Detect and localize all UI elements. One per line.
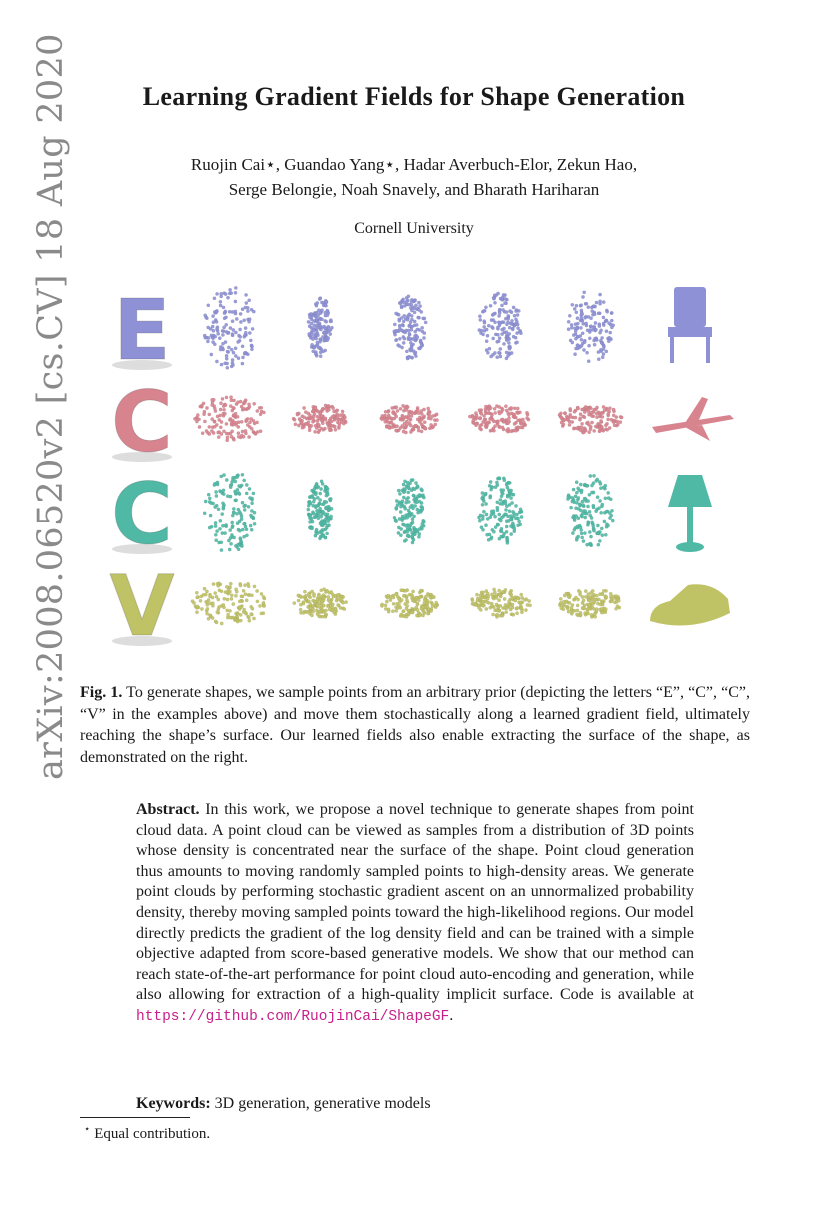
figure-caption xyxy=(80,682,750,768)
point-cloud-stage-1 xyxy=(191,582,266,626)
surface-car xyxy=(650,584,730,625)
figure-label: Fig. 1. xyxy=(80,684,123,701)
point-cloud-stage-3 xyxy=(380,588,439,618)
prior-letter-C: C xyxy=(111,373,173,471)
prior-letter-C: C xyxy=(111,465,173,563)
figure-row-airplane xyxy=(111,373,734,471)
paper-title: Learning Gradient Fields for Shape Generation xyxy=(142,82,686,111)
abstract xyxy=(136,800,694,1028)
prior-letter-E: E xyxy=(113,282,171,379)
figure-row-car xyxy=(109,557,730,655)
point-cloud-stage-5 xyxy=(566,474,614,547)
author-line-1: Ruojin Cai⋆, Guandao Yang⋆, Hadar Averbuch-Elor, Zekun Hao, xyxy=(190,155,638,174)
keywords-text: 3D generation, generative models xyxy=(214,1095,431,1112)
abstract-end: . xyxy=(449,1006,454,1024)
author-line-2: Serge Belongie, Noah Snavely, and Bharath Hariharan xyxy=(228,180,600,199)
figure-row-chair xyxy=(112,282,712,379)
affiliation: Cornell University xyxy=(354,220,474,237)
footnote-rule xyxy=(80,1117,190,1118)
abstract-text: In this work, we propose a novel technique to generate shapes from point cloud data. A point cloud can be viewed as samples from a distribution of 3D points whose density is concentrated near the surface of the shape. Point cloud generation thus amounts to moving randomly sampled points to high-density areas. We generate point clouds by performing stochastic gradient ascent on an unnormalized probability density, thereby moving sampled points toward the high-likelihood regions. Our model directly predicts the gradient of the log density field and can be trained with a simple objective adapted from score-based generative models. We show that our method can reach state-of-the-art performance for point cloud auto-encoding and generation, while also allowing for extraction of a high-quality implicit surface. Code is available at xyxy=(136,801,694,1004)
point-cloud-stage-1 xyxy=(203,473,256,552)
point-cloud-stage-5 xyxy=(558,405,624,434)
point-cloud-stage-2 xyxy=(292,404,347,434)
footnote xyxy=(84,1124,210,1143)
point-cloud-stage-1 xyxy=(193,396,265,443)
point-cloud-stage-4 xyxy=(471,588,532,619)
point-cloud-stage-4 xyxy=(468,404,530,433)
author-list xyxy=(0,152,828,202)
arxiv-side-stamp: arXiv:2008.06520v2 [cs.CV] 18 Aug 2020 xyxy=(31,33,71,780)
prior-letter-V: V xyxy=(109,557,175,655)
code-link[interactable]: https://github.com/RuojinCai/ShapeGF xyxy=(136,1008,450,1025)
surface-chair xyxy=(668,287,712,363)
point-cloud-stage-3 xyxy=(393,295,428,361)
point-cloud-stage-2 xyxy=(307,297,334,358)
point-cloud-stage-3 xyxy=(393,478,426,544)
point-cloud-stage-2 xyxy=(307,480,334,540)
footnote-text: Equal contribution. xyxy=(94,1126,211,1142)
teaser-figure xyxy=(100,282,750,662)
surface-lamp xyxy=(668,475,712,552)
surface-airplane xyxy=(652,397,734,441)
keywords xyxy=(136,1095,431,1113)
point-cloud-stage-4 xyxy=(477,476,523,544)
caption-text: To generate shapes, we sample points from an arbitrary prior (depicting the letters “E”, “C”, “C”, “V” in the examples above) and move them stochastically along a learned gradient field, ultimately reaching the shape’s surface. Our learned fields also enable extracting the surface of the shape, as demonstrated on the right. xyxy=(80,684,750,766)
point-cloud-stage-2 xyxy=(293,588,348,619)
point-cloud-stage-1 xyxy=(203,286,256,369)
point-cloud-stage-5 xyxy=(558,589,621,619)
footnote-mark: ⋆ xyxy=(84,1124,91,1135)
abstract-label: Abstract. xyxy=(136,801,200,818)
figure-row-lamp xyxy=(111,465,712,563)
point-cloud-stage-3 xyxy=(380,404,439,434)
point-cloud-stage-4 xyxy=(478,292,523,360)
point-cloud-stage-5 xyxy=(567,291,615,363)
keywords-label: Keywords: xyxy=(136,1095,211,1112)
